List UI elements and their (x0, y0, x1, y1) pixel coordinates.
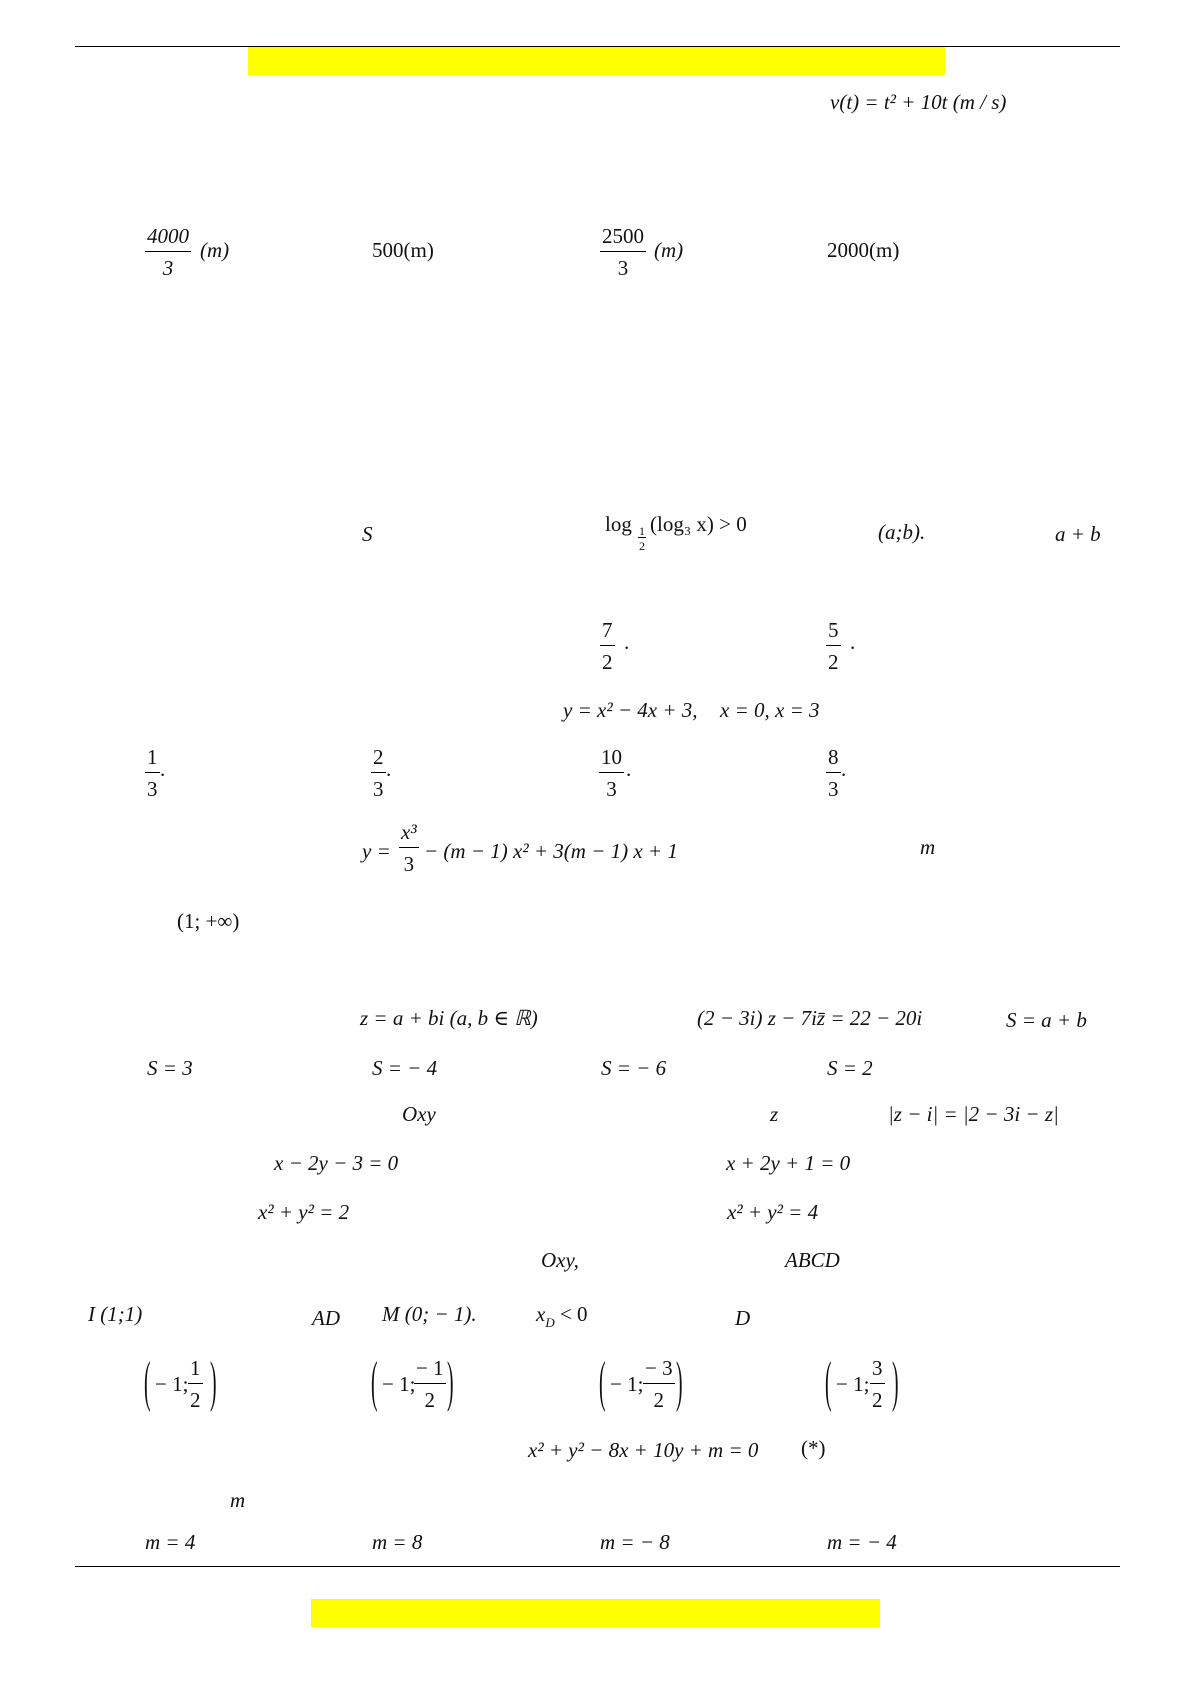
circle-option-a: m = 4 (145, 1530, 196, 1554)
circle-param: m (230, 1488, 246, 1512)
log-set-label: S (362, 522, 373, 546)
locus-option-a: x − 2y − 3 = 0 (274, 1151, 399, 1175)
area-option-c: $\frac{10}{3}$ (601, 745, 622, 801)
complex-option-d: S = 2 (827, 1056, 873, 1080)
locus-var: z (770, 1102, 779, 1126)
circle-option-c: m = − 8 (600, 1530, 670, 1554)
cubic-lhs: y = (362, 839, 391, 863)
area-curve: y = x² − 4x + 3, (563, 698, 698, 722)
locus-option-c: x² + y² = 2 (258, 1200, 350, 1224)
complex-option-c: S = − 6 (601, 1056, 667, 1080)
cubic-fraction: $\frac{\text{x³}}{3}$ (401, 820, 417, 876)
velocity-formula: v(t) = t² + 10t (m / s) (830, 90, 1007, 114)
velocity-option-c: $\frac{2500}{3}$ (602, 224, 644, 280)
locus-plane: Oxy (402, 1102, 436, 1126)
footer-highlight (311, 1599, 880, 1627)
circle-tag: (*) (801, 1436, 826, 1460)
square-shape: ABCD (785, 1248, 840, 1272)
circle-option-b: m = 8 (372, 1530, 423, 1554)
complex-option-b: S = − 4 (372, 1056, 438, 1080)
locus-option-d: x² + y² = 4 (727, 1200, 819, 1224)
square-point: M (0; − 1). (382, 1302, 477, 1326)
locus-option-b: x + 2y + 1 = 0 (726, 1151, 851, 1175)
complex-target: S = a + b (1006, 1008, 1087, 1032)
velocity-option-a: $\frac{4000}{3}$ (147, 224, 189, 280)
circle-equation: x² + y² − 8x + 10y + m = 0 (528, 1438, 759, 1462)
square-vertex: D (735, 1306, 751, 1330)
header-highlight (248, 47, 945, 75)
complex-z-def: z = a + bi (a, b ∈ ℝ) (360, 1006, 538, 1030)
square-condition: $x_D < 0$ (536, 1302, 588, 1330)
log-sum: a + b (1055, 522, 1101, 546)
circle-option-d: m = − 4 (827, 1530, 897, 1554)
square-plane: Oxy, (541, 1248, 579, 1272)
log-option-c: $\frac{7}{2}$ (602, 618, 613, 674)
velocity-option-d: 2000(m) (827, 238, 900, 262)
footer-rule (75, 1566, 1120, 1567)
cubic-interval: (1; +∞) (177, 909, 240, 933)
cubic-rhs: − (m − 1) x² + 3(m − 1) x + 1 (424, 839, 678, 863)
square-center: I (1;1) (88, 1302, 143, 1326)
log-option-d: $\frac{5}{2}$ (828, 618, 839, 674)
complex-option-a: S = 3 (147, 1056, 193, 1080)
locus-condition: |z − i| = |2 − 3i − z| (888, 1102, 1059, 1126)
area-bounds: x = 0, x = 3 (720, 698, 820, 722)
complex-equation: (2 − 3i) z − 7iz̄ = 22 − 20i (697, 1006, 923, 1030)
area-option-b: $\frac{2}{3}$ (373, 745, 384, 801)
cubic-param: m (920, 835, 936, 859)
log-interval: (a;b). (878, 520, 926, 544)
square-side: AD (312, 1306, 340, 1330)
log-inequality: log (605, 512, 632, 536)
area-option-d: $\frac{8}{3}$ (828, 745, 839, 801)
area-option-a: $\frac{1}{3}$ (147, 745, 158, 801)
velocity-option-b: 500(m) (372, 238, 434, 262)
